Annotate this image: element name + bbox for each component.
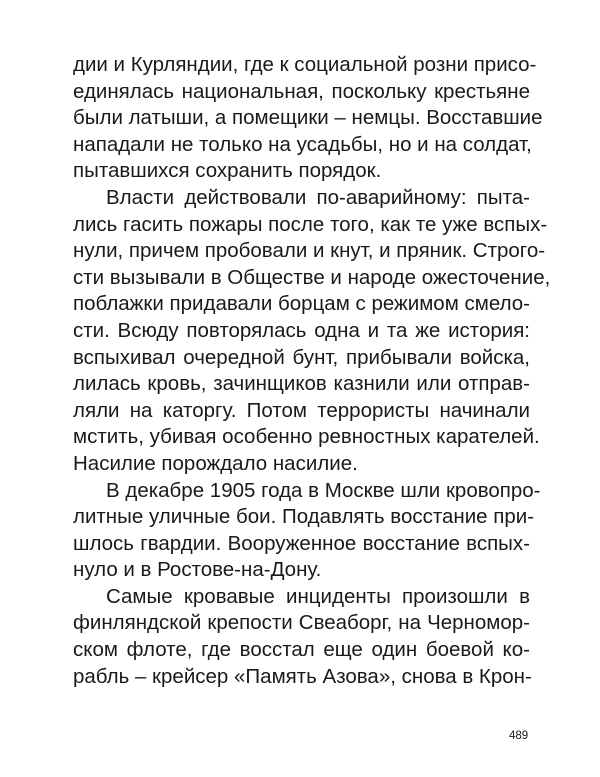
paragraph-1 xyxy=(73,52,543,185)
page-number: 489 xyxy=(509,730,529,742)
text-line: пытавшихся сохранить порядок. xyxy=(73,159,382,183)
text-line: шлось гвардии. Вооруженное восстание вспых- xyxy=(73,531,530,555)
text-line: В декабре 1905 года в Москве шли кровопро- xyxy=(106,478,541,502)
text-line: рабль – крейсер «Память Азова», снова в Крон- xyxy=(73,664,532,688)
text-line: Насилие порождало насилие. xyxy=(73,451,358,475)
text-line: финляндской крепости Свеаборг, на Черномор- xyxy=(73,611,530,635)
text-line: поблажки придавали борцам с режимом смело- xyxy=(73,292,530,316)
text-line: мстить, убивая особенно ревностных карателей. xyxy=(73,425,540,449)
text-line: сти вызывали в Обществе и народе ожесточение, xyxy=(73,265,551,289)
paragraph-2 xyxy=(73,185,551,478)
paragraph-3 xyxy=(73,478,541,584)
paragraph-4 xyxy=(73,584,530,690)
text-line: дии и Курляндии, где к социальной розни присо- xyxy=(73,53,537,76)
text-line: были латыши, а помещики – немцы. Восставшие xyxy=(73,106,543,130)
text-line: нуло и в Ростове-на-Дону. xyxy=(73,558,322,582)
text-line: вспыхивал очередной бунт, прибывали войска, xyxy=(73,345,530,369)
text-line: сти. Всюду повторялась одна и та же история: xyxy=(73,318,530,342)
text-line: литные уличные бои. Подавлять восстание при- xyxy=(73,505,535,529)
text-line: Самые кровавые инциденты произошли в xyxy=(106,584,530,608)
text-line: нападали не только на усадьбы, но и на солдат, xyxy=(73,132,532,156)
text-line: единялась национальная, поскольку крестьяне xyxy=(73,79,530,103)
text-line: нули, причем пробовали и кнут, и пряник. Строго- xyxy=(73,239,546,263)
page-text xyxy=(73,52,551,690)
text-line: лись гасить пожары после того, как те уже вспых- xyxy=(73,212,548,236)
text-line: Власти действовали по-аварийному: пыта- xyxy=(106,185,530,209)
text-line: лилась кровь, зачинщиков казнили или отправ- xyxy=(73,372,530,396)
text-line: ляли на каторгу. Потом террористы начинали xyxy=(73,398,530,422)
text-line: ском флоте, где восстал еще один боевой ко- xyxy=(73,638,530,662)
